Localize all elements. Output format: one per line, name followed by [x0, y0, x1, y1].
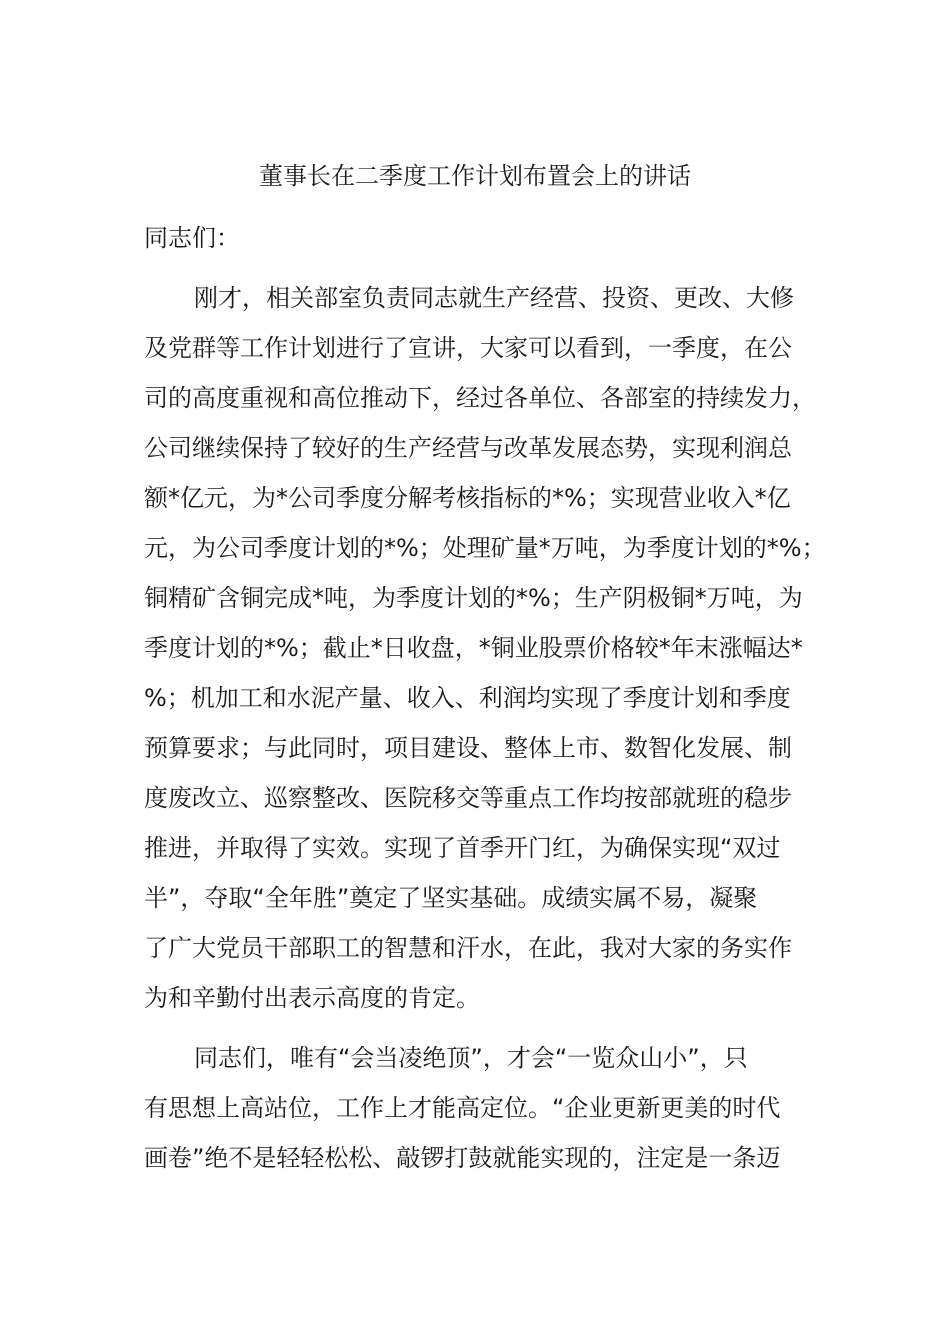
paragraph-1-line-5: 额*亿元，为*公司季度分解考核指标的*%；实现营业收入*亿: [144, 484, 791, 512]
paragraph-2-line-1: 同志们，唯有“会当凌绝顶”，才会“一览众山小”，只: [194, 1044, 748, 1072]
paragraph-2-line-3: 画卷”绝不是轻轻松松、敲锣打鼓就能实现的，注定是一条迈: [144, 1144, 781, 1172]
document-title: 董事长在二季度工作计划布置会上的讲话: [259, 162, 691, 190]
paragraph-1-line-14: 了广大党员干部职工的智慧和汗水，在此，我对大家的务实作: [144, 934, 792, 962]
paragraph-1-line-2: 及党群等工作计划进行了宣讲，大家可以看到，一季度，在公: [144, 334, 792, 362]
paragraph-1-line-15: 为和辛勤付出表示高度的肯定。: [144, 984, 480, 1012]
paragraph-1-line-1: 刚才，相关部室负责同志就生产经营、投资、更改、大修: [194, 284, 794, 312]
paragraph-2-line-2: 有思想上高站位，工作上才能高定位。“企业更新更美的时代: [144, 1094, 781, 1122]
salutation: 同志们：: [144, 224, 240, 252]
paragraph-1-line-3: 司的高度重视和高位推动下，经过各单位、各部室的持续发力，: [144, 384, 816, 412]
paragraph-1-line-9: %；机加工和水泥产量、收入、利润均实现了季度计划和季度: [144, 684, 791, 712]
paragraph-1-line-11: 度废改立、巡察整改、医院移交等重点工作均按部就班的稳步: [144, 784, 792, 812]
paragraph-1-line-8: 季度计划的*%；截止*日收盘，*铜业股票价格较*年末涨幅达*: [144, 634, 803, 662]
paragraph-1-line-10: 预算要求；与此同时，项目建设、整体上市、数智化发展、制: [144, 734, 792, 762]
paragraph-1-line-12: 推进，并取得了实效。实现了首季开门红，为确保实现“双过: [144, 834, 781, 862]
paragraph-1-line-6: 元，为公司季度计划的*%；处理矿量*万吨，为季度计划的*%；: [144, 534, 826, 562]
paragraph-1-line-4: 公司继续保持了较好的生产经营与改革发展态势，实现利润总: [144, 434, 792, 462]
paragraph-1-line-7: 铜精矿含铜完成*吨，为季度计划的*%；生产阴极铜*万吨，为: [144, 584, 803, 612]
paragraph-1-line-13: 半”，夺取“全年胜”奠定了坚实基础。成绩实属不易，凝聚: [144, 884, 758, 912]
